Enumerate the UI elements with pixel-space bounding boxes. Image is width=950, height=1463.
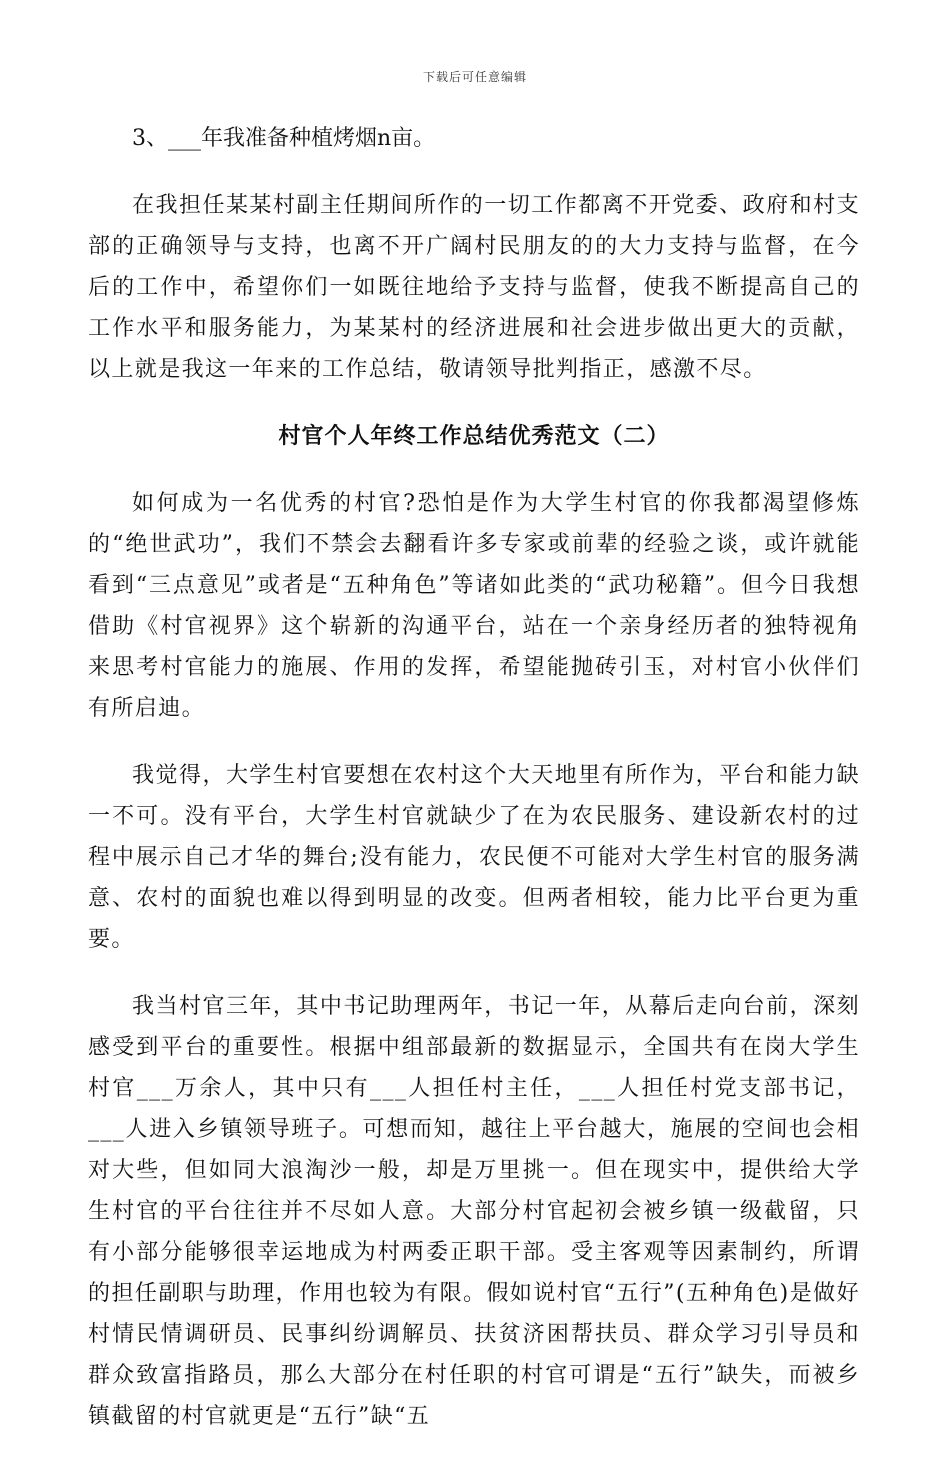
list-item-3: 3、___年我准备种植烤烟n亩。: [132, 126, 436, 151]
page-header-note: 下载后可任意编辑: [422, 70, 527, 84]
document-body: [88, 118, 860, 1463]
paragraph-3: 我当村官三年，其中书记助理两年，书记一年，从幕后走向台前，深刻感受到平台的重要性。根据中组部最新的数据显示，全国共有在岗大学生村官___万余人，其中只有___人担任村主任，___人担任村党支部书记，___人进入乡镇领导班子。可想而知，越往上平台越大，施展的空间也会相对大些，但如同大浪淘沙一般，却是万里挑一。但在现实中，提供给大学生村官的平台往往并不尽如人意。大部分村官起初会被乡镇一级截留，只有小部分能够很幸运地成为村两委正职干部。受主客观等因素制约，所谓的担任副职与助理，作用也较为有限。假如说村官“五行”(五种角色)是做好村情民情调研员、民事纠纷调解员、扶贫济困帮扶员、群众学习引导员和群众致富指路员，那么大部分在村任职的村官可谓是“五行”缺失，而被乡镇截留的村官就更是“五行”缺“五: [88, 994, 860, 1429]
paragraph-2: 我觉得，大学生村官要想在农村这个大天地里有所作为，平台和能力缺一不可。没有平台，大学生村官就缺少了在为农民服务、建设新农村的过程中展示自己才华的舞台;没有能力，农民便不可能对大学生村官的服务满意、农村的面貌也难以得到明显的改变。但两者相较，能力比平台更为重要。: [88, 763, 860, 952]
section-title: 村官个人年终工作总结优秀范文（二）: [278, 423, 670, 449]
paragraph-1: 如何成为一名优秀的村官?恐怕是作为大学生村官的你我都渴望修炼的“绝世武功”，我们不禁会去翻看许多专家或前辈的经验之谈，或许就能看到“三点意见”或者是“五种角色”等诸如此类的“武功秘籍”。但今日我想借助《村官视界》这个崭新的沟通平台，站在一个亲身经历者的独特视角来思考村官能力的施展、作用的发挥，希望能抛砖引玉，对村官小伙伴们有所启迪。: [88, 491, 861, 721]
paragraph-summary: 在我担任某某村副主任期间所作的一切工作都离不开党委、政府和村支部的正确领导与支持，也离不开广阔村民朋友的的大力支持与监督，在今后的工作中，希望你们一如既往地给予支持与监督，使我不断提高自己的工作水平和服务能力，为某某村的经济进展和社会进步做出更大的贡献，以上就是我这一年来的工作总结，敬请领导批判指正，感激不尽。: [88, 193, 860, 382]
